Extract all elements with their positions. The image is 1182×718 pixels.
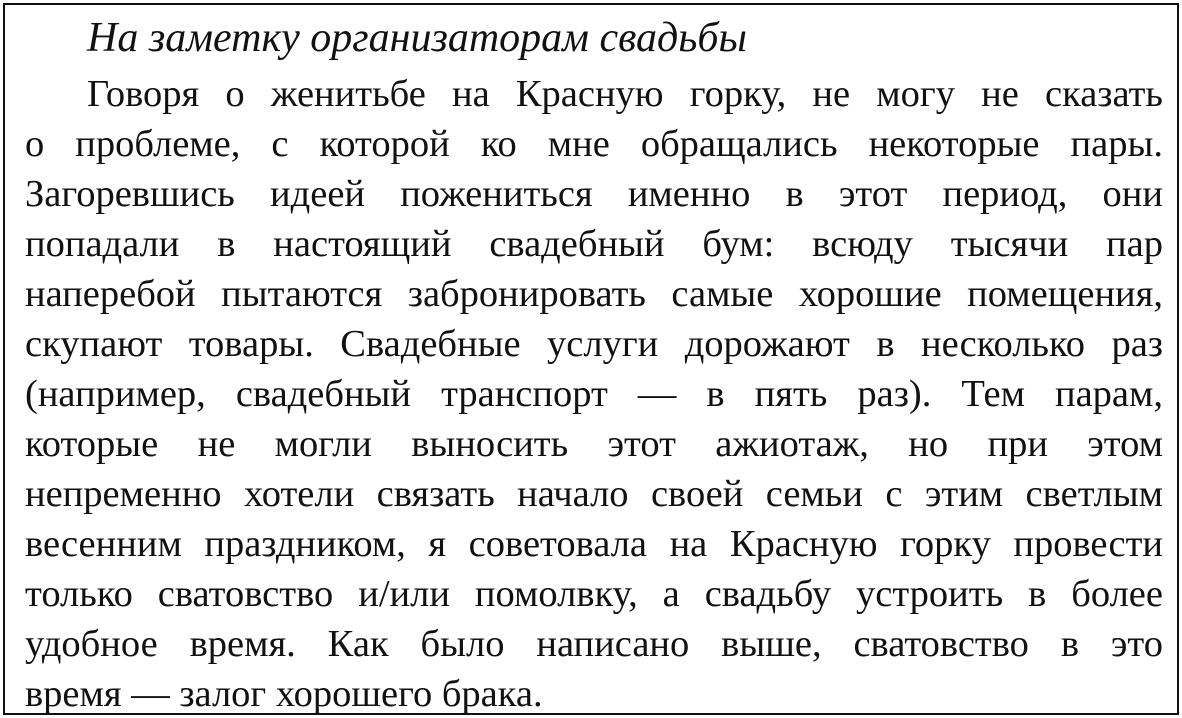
note-box [3,3,1179,715]
note-title: На заметку организаторам свадьбы [87,15,747,61]
paragraph-line: (например, свадебный транспорт — в пять раз). Тем парам, [25,373,1163,415]
note-paragraph [25,69,1163,715]
paragraph-line: Говоря о женитьбе на Красную горку, не могу не сказать [87,73,1163,115]
paragraph-line: о проблеме, с которой ко мне обращались некоторые пары. [25,123,1163,165]
paragraph-line: время — залог хорошего брака. [25,673,543,715]
paragraph-line: которые не могли выносить этот ажиотаж, но при этом [25,423,1163,465]
paragraph-line: удобное время. Как было написано выше, сватовство в это [25,623,1163,665]
paragraph-line: попадали в настоящий свадебный бум: всюду тысячи пар [25,223,1163,265]
paragraph-line: непременно хотели связать начало своей семьи с этим светлым [25,473,1163,515]
paragraph-line: только сватовство и/или помолвку, а свадьбу устроить в более [25,573,1163,615]
paragraph-line: весенним праздником, я советовала на Красную горку провести [25,523,1163,565]
paragraph-line: Загоревшись идеей пожениться именно в этот период, они [25,173,1163,215]
paragraph-line: скупают товары. Свадебные услуги дорожают в несколько раз [25,323,1163,365]
paragraph-line: наперебой пытаются забронировать самые хорошие помещения, [25,273,1163,315]
